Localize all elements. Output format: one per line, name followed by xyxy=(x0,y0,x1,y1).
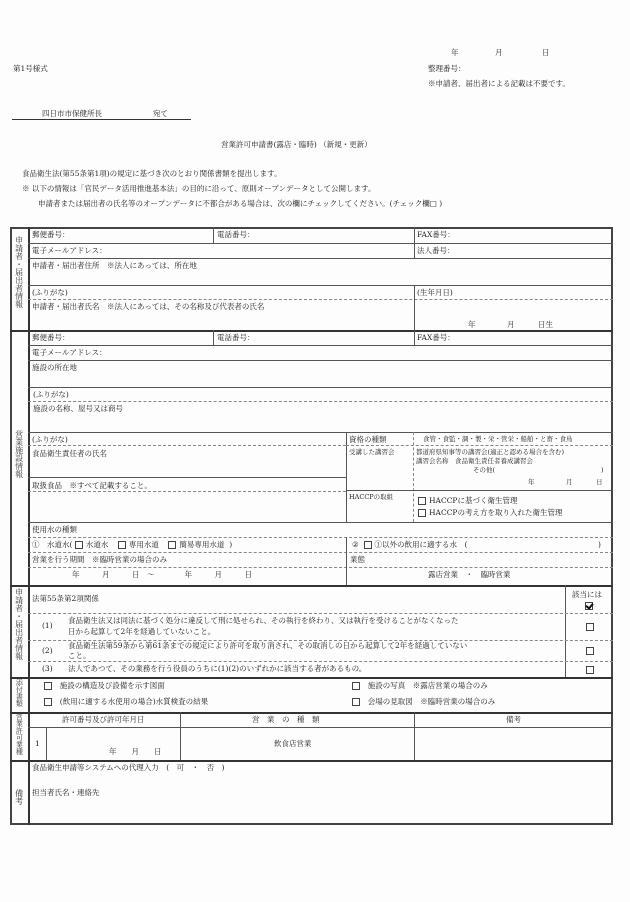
row-divider xyxy=(28,727,613,728)
page-title: 営業許可申請書(露店・臨時) （新規・更新） xyxy=(221,140,372,149)
checkbox-other-water[interactable] xyxy=(364,541,372,549)
row-divider xyxy=(28,537,613,538)
facility-location-field[interactable]: 施設の所在地 xyxy=(32,363,77,372)
row-divider xyxy=(28,613,613,614)
row-divider xyxy=(28,567,613,568)
col-divider xyxy=(213,330,214,345)
col-divider xyxy=(180,712,181,760)
addressee: 四日市市保健所長 xyxy=(42,109,102,118)
facility-postal-field[interactable]: 郵便番号： xyxy=(32,333,70,342)
intro-line-1: 食品衛生法(第55条第1項)の規定に基づき次のとおり関係書類を提出します。 xyxy=(22,169,282,178)
row-divider xyxy=(28,360,613,361)
item-1-text-2: 日から起算して2年を経過していないこと。 xyxy=(68,627,216,636)
permit-row-type: 飲食店営業 xyxy=(274,739,312,748)
attachment-3[interactable] xyxy=(44,697,208,706)
facility-fax-field[interactable]: FAX番号： xyxy=(417,333,455,342)
col-permit-header: 許可番号及び許可年月日 xyxy=(62,715,145,724)
section-divider xyxy=(10,760,613,762)
col-divider xyxy=(414,330,415,345)
manager-name-field[interactable]: 食品衛生責任者の氏名 xyxy=(32,449,107,458)
facility-email-field[interactable]: 電子メールアドレス： xyxy=(32,348,107,357)
qualification-options[interactable]: 食管・食監・調・製・栄・管栄・船舶・と畜・食鳥 xyxy=(423,435,573,443)
period-label: 営業を行う期間 ※臨時営業の場合のみ xyxy=(32,555,167,564)
applicant-furigana-field[interactable]: (ふりがな) xyxy=(32,288,68,297)
col-divider xyxy=(346,537,347,585)
section-divider xyxy=(10,330,613,332)
intro-line-2: ※ 以下の情報は「官民データ活用推進基本法」の目的に沿って、原則オープンデータとして公開します。 xyxy=(22,184,376,193)
checkbox[interactable] xyxy=(352,682,360,690)
water-opt1-c: 簡易専用水道 xyxy=(179,540,225,549)
checkbox[interactable] xyxy=(418,509,426,517)
birth-day[interactable]: 日生 xyxy=(538,320,553,329)
applicant-name-field[interactable]: 申請者・届出者氏名 ※法人にあっては、その名称及び代表者の氏名 xyxy=(32,302,265,311)
row-divider xyxy=(346,490,613,491)
business-type-options[interactable]: 露店営業 ・ 臨時営業 xyxy=(428,570,511,579)
attachment-1-text: 施設の構造及び設備を示す図面 xyxy=(59,681,165,690)
col-divider xyxy=(213,227,214,243)
business-type-label: 業態 xyxy=(350,555,365,564)
foods-field[interactable]: 取扱食品 ※すべて記載すること。 xyxy=(32,481,152,490)
water-label: 使用水の種類 xyxy=(32,525,77,534)
haccp-option-1-text: HACCPに基づく衛生管理 xyxy=(429,496,518,505)
birth-year: 年 xyxy=(468,320,476,329)
contact-field[interactable]: 担当者氏名・連絡先 xyxy=(32,788,100,797)
item-3-num: (3) xyxy=(42,664,53,673)
date-year: 年 xyxy=(451,48,459,57)
item-2-text-2: こと。 xyxy=(68,651,91,660)
attachment-1[interactable] xyxy=(44,681,165,690)
applicant-side-label: 申請者・届出者情報 xyxy=(14,236,24,308)
row-divider xyxy=(28,522,613,523)
col-divider xyxy=(414,227,415,258)
item-3-checkbox[interactable] xyxy=(586,665,597,675)
row-divider xyxy=(28,491,346,492)
course-line-1[interactable]: 都道府県知事等の講習会(適正と認める場合を含む) xyxy=(416,448,565,456)
attachment-2[interactable] xyxy=(352,681,488,690)
checkbox[interactable] xyxy=(352,698,360,706)
row-divider xyxy=(28,401,613,402)
col-divider xyxy=(46,727,47,760)
course-day: 日 xyxy=(596,478,603,486)
course-line-2[interactable]: 講習会名称 食品衛生責任者養成講習会 xyxy=(416,457,533,465)
birth-month: 月 xyxy=(507,320,515,329)
applicable-check-icon xyxy=(585,601,596,611)
label-column-divider xyxy=(28,227,30,825)
row-divider xyxy=(28,243,613,244)
attachment-3-text: (飲用に適する水使用の場合)水質検査の結果 xyxy=(59,697,209,706)
attachments-side-label: 添付書類 xyxy=(15,679,24,707)
row-divider xyxy=(28,258,613,259)
checkbox-private-water[interactable] xyxy=(118,541,126,549)
course-other[interactable]: その他( xyxy=(473,466,496,474)
row-divider xyxy=(28,552,613,553)
section-divider xyxy=(10,585,613,587)
item-3-text-1: 法人であつて、その業務を行う役員のうちに(1)(2)のいずれかに該当する者があるもの。 xyxy=(68,664,367,673)
col-note-header: 備考 xyxy=(506,715,521,724)
course-year: 年 xyxy=(528,478,535,486)
attachment-4-text: 会場の見取図 ※臨時営業の場合のみ xyxy=(367,697,496,706)
addressee-underline xyxy=(12,119,191,120)
intro-line-3: 申請者または届出者の氏名等のオープンデータに不都合がある場合は、次の欄にチェックしてください。(チェック欄□ ) xyxy=(38,199,443,208)
section-divider xyxy=(10,677,613,679)
permit-row-date[interactable]: 年 月 日 xyxy=(109,747,162,756)
applicable-label: 該当には xyxy=(572,590,602,599)
water-opt1-a: 水道水 xyxy=(85,540,109,549)
applicant-phone-field[interactable]: 電話番号： xyxy=(217,230,255,239)
manager-furigana-field[interactable]: (ふりがな) xyxy=(32,435,68,444)
checkbox[interactable] xyxy=(44,698,52,706)
form-table xyxy=(10,227,613,825)
ref-note: ※申請者、届出者による記載は不要です。 xyxy=(428,79,570,88)
disqualification-header: 法第55条第2項関係 xyxy=(32,594,99,603)
water-option-1 xyxy=(32,540,232,549)
applicant-birthdate-label: (生年月日) xyxy=(417,288,453,297)
haccp-option-2-text: HACCPの考え方を取り入れた衛生管理 xyxy=(429,508,563,517)
water-opt2-prefix: ② xyxy=(352,540,359,549)
item-1-num: (1) xyxy=(42,621,53,630)
water-opt2-close: ) xyxy=(598,540,601,549)
item-2-checkbox[interactable] xyxy=(586,646,597,656)
facility-side-label: 営業施設情報 xyxy=(14,430,24,478)
water-opt1-b: 専用水道 xyxy=(128,540,159,549)
applicant-address-field[interactable]: 申請者・届出者住所 ※法人にあっては、所在地 xyxy=(32,261,197,270)
checkbox-simple-water[interactable] xyxy=(168,541,176,549)
row-divider xyxy=(28,445,346,446)
course-other-close: ) xyxy=(601,466,604,474)
col-divider xyxy=(414,285,415,330)
attachment-2-text: 施設の写真 ※露店営業の場合のみ xyxy=(367,681,488,690)
addressee-suffix: 宛て xyxy=(153,109,168,118)
facility-name-field[interactable]: 施設の名称、屋号又は商号 xyxy=(33,404,123,413)
row-divider xyxy=(28,299,613,300)
qualification-label: 資格の種類 xyxy=(349,435,387,444)
water-opt1-prefix: ① 水道水( xyxy=(32,540,73,549)
applicant-postal-field[interactable]: 郵便番号： xyxy=(32,230,70,239)
haccp-option-2[interactable] xyxy=(418,508,562,517)
col-type-header: 営 業 の 種 類 xyxy=(252,715,320,724)
col-divider xyxy=(414,712,415,760)
permit-row-num: 1 xyxy=(35,739,40,748)
water-option-2 xyxy=(352,540,467,549)
row-divider xyxy=(28,345,613,346)
facility-furigana-field[interactable]: (ふりがな) xyxy=(33,390,69,399)
haccp-option-1[interactable] xyxy=(418,496,517,505)
item-1-checkbox[interactable] xyxy=(586,622,597,632)
checkbox[interactable] xyxy=(418,497,426,505)
checkbox[interactable] xyxy=(44,682,52,690)
permit-side-label: 営業許可業種 xyxy=(15,713,24,755)
row-divider xyxy=(346,445,613,446)
course-label: 受講した講習会 xyxy=(349,448,395,456)
water-opt2-text: ①以外の飲用に適する水 ( xyxy=(374,540,468,549)
checkbox-tap-water[interactable] xyxy=(75,541,83,549)
water-opt1-close: ) xyxy=(229,540,233,549)
attachment-4[interactable] xyxy=(352,697,495,706)
row-divider xyxy=(28,285,613,286)
item-2-text-1: 食品衛生法第59条から第61条までの規定により許可を取り消され、その取消しの日から起算して2年を経過していない xyxy=(68,641,468,650)
row-divider xyxy=(28,387,613,388)
row-divider xyxy=(28,661,613,662)
facility-phone-field[interactable]: 電話番号： xyxy=(217,333,255,342)
item-2-num: (2) xyxy=(42,646,53,655)
remarks-side-label: 備考 xyxy=(14,789,24,805)
applicant-fax-field[interactable]: FAX番号： xyxy=(417,230,455,239)
course-month: 月 xyxy=(566,478,573,486)
form-number: 第1号様式 xyxy=(13,64,48,73)
applicant-corp-number-field[interactable]: 法人番号： xyxy=(417,246,455,255)
haccp-label: HACCPの取組 xyxy=(349,493,394,501)
date-day: 日 xyxy=(542,48,550,57)
row-divider xyxy=(28,432,613,433)
item-1-text-1: 食品衛生法又は同法に基づく処分に違反して刑に処せられ、その執行を終わり、又は執行を受けることがなくなった xyxy=(68,616,459,625)
ref-number-label: 整理番号： xyxy=(428,64,466,73)
section-divider xyxy=(10,712,613,714)
applicant-email-field[interactable]: 電子メールアドレス： xyxy=(32,246,107,255)
date-month: 月 xyxy=(495,48,503,57)
col-divider xyxy=(565,585,566,677)
disqualification-side-label: 申請者・届出者情報 xyxy=(14,588,24,660)
row-divider xyxy=(28,477,346,478)
period-field[interactable]: 年 月 日 ～ 年 月 日 xyxy=(72,570,252,579)
proxy-input-option[interactable]: 食品衛生申請等システムへの代理入力 ( 可 ・ 否 ) xyxy=(32,763,225,772)
